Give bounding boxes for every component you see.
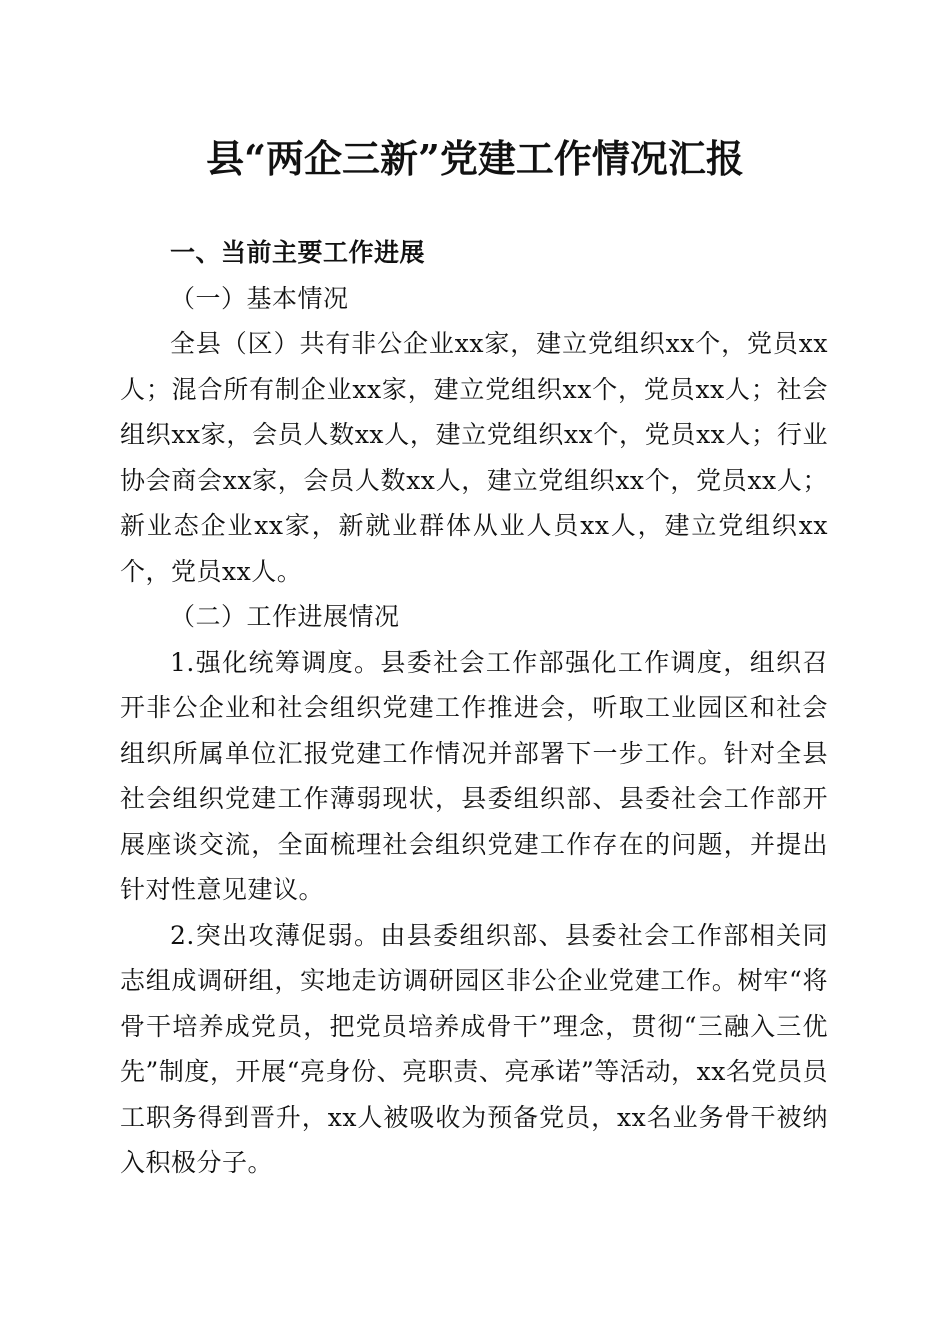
subsection-heading-basic: （一）基本情况 bbox=[170, 283, 349, 313]
subsection-heading-progress: （二）工作进展情况 bbox=[170, 602, 400, 631]
section-heading: 一、当前主要工作进展 bbox=[170, 238, 426, 267]
paragraph-item-1: 1.强化统筹调度。县委社会工作部强化工作调度，组织召开非公企业和社会组织党建工作推进会，听取工业园区和社会组织所属单位汇报党建工作情况并部署下一步工作。针对全县社会组织党建工作薄弱现状，县委组织部、县委社会工作部开展座谈交流，全面梳理社会组织党建工作存在的问题，并提出针对性意见建议。 bbox=[120, 647, 828, 904]
paragraph-item-2: 2.突出攻薄促弱。由县委组织部、县委社会工作部相关同志组成调研组，实地走访调研园区非公企业党建工作。树牢“将骨干培养成党员，把党员培养成骨干”理念，贯彻“三融入三优先”制度，开展“亮身份、亮职责、亮承诺”等活动，xx名党员员工职务得到晋升，xx人被吸收为预备党员，xx名业务骨干被纳入积极分子。 bbox=[120, 920, 828, 1177]
document-body bbox=[120, 230, 828, 1186]
document-title: 县“两企三新”党建工作情况汇报 bbox=[206, 136, 744, 181]
paragraph-basic-situation: 全县（区）共有非公企业xx家，建立党组织xx个，党员xx人；混合所有制企业xx家，建立党组织xx个，党员xx人；社会组织xx家，会员人数xx人，建立党组织xx个，党员xx人；行业协会商会xx家，会员人数xx人，建立党组织xx个，党员xx人；新业态企业xx家，新就业群体从业人员xx人，建立党组织xx个，党员xx人。 bbox=[120, 329, 828, 586]
